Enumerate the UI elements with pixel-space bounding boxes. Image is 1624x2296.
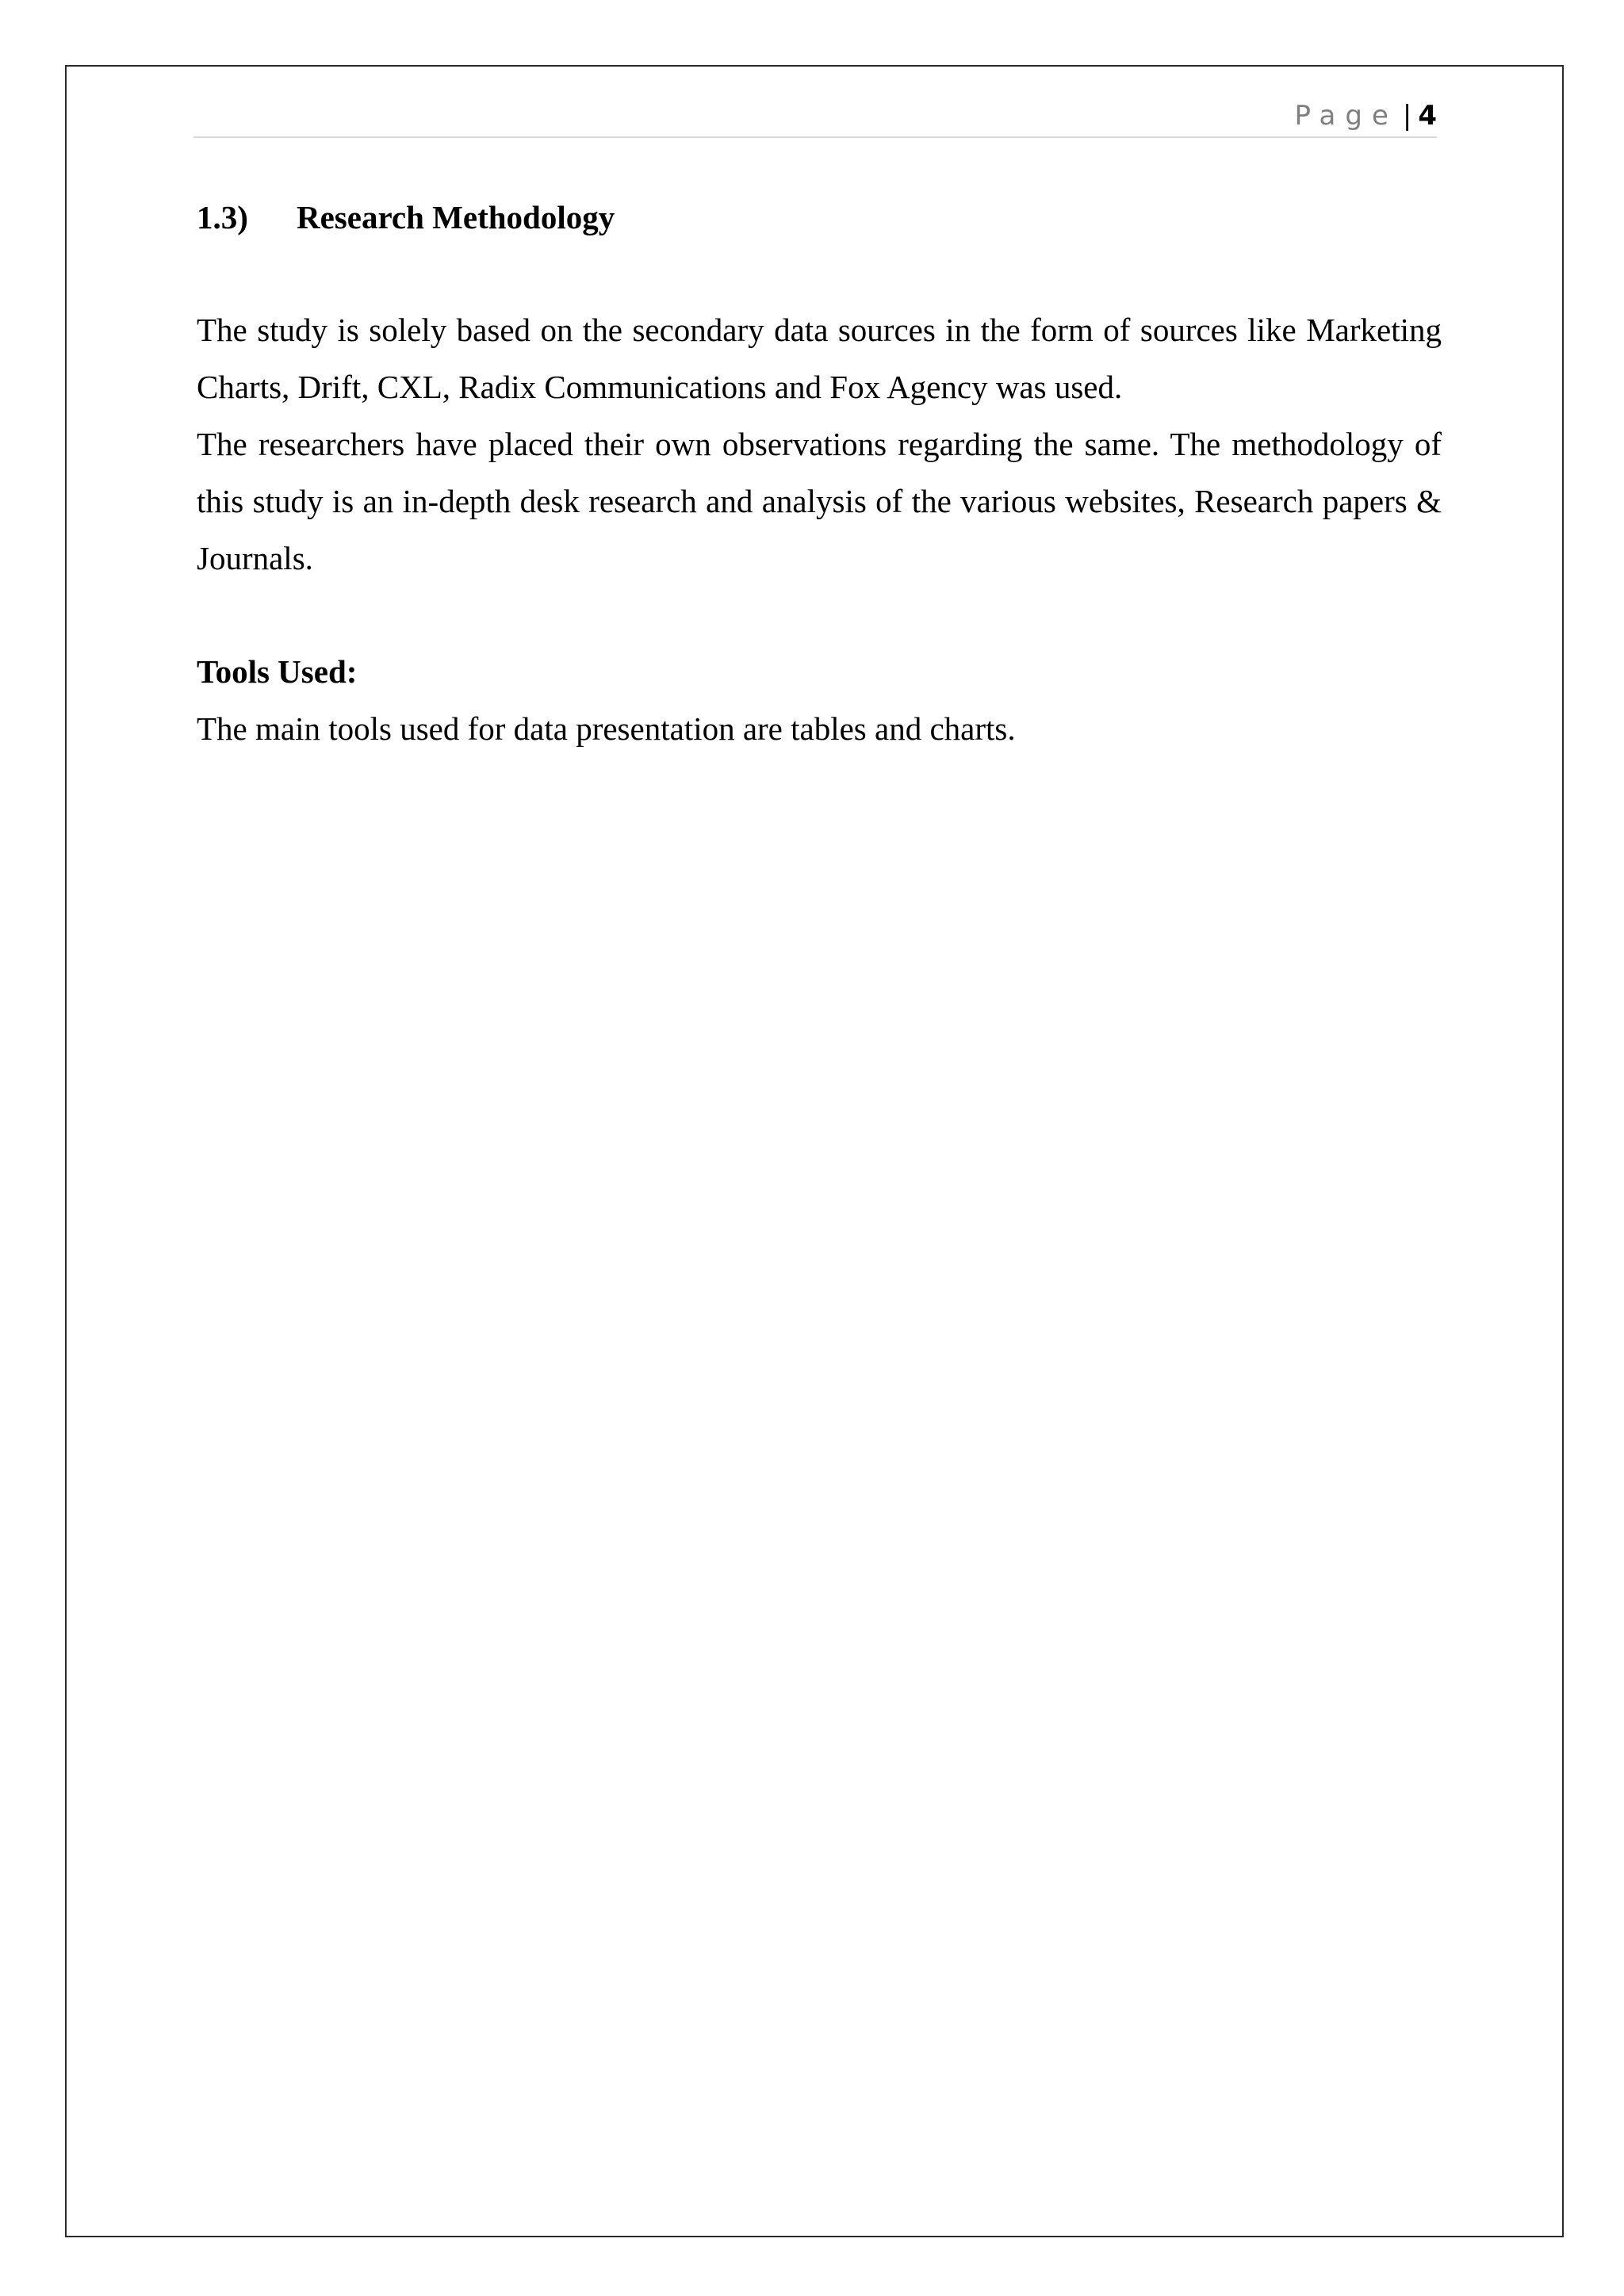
- page-label: Page: [1294, 100, 1398, 132]
- section-heading: [197, 193, 615, 241]
- section-title: Research Methodology: [297, 199, 615, 235]
- page-header: [193, 95, 1437, 138]
- page-number: 4: [1418, 100, 1437, 132]
- paragraph-methodology: The researchers have placed their own observations regarding the same. The methodology of this study is an in-depth desk research and analysis of the various websites, Research papers & Journals.: [197, 426, 1442, 576]
- page-separator: |: [1402, 100, 1412, 132]
- tools-text: The main tools used for data presentation are tables and charts.: [197, 710, 1016, 747]
- paragraph-sources: The study is solely based on the secondary data sources in the form of sources like Marketing Charts, Drift, CXL, Radix Communications and Fox Agency was used.: [197, 312, 1442, 405]
- tools-heading: Tools Used:: [197, 653, 358, 690]
- section-number: 1.3): [197, 199, 248, 235]
